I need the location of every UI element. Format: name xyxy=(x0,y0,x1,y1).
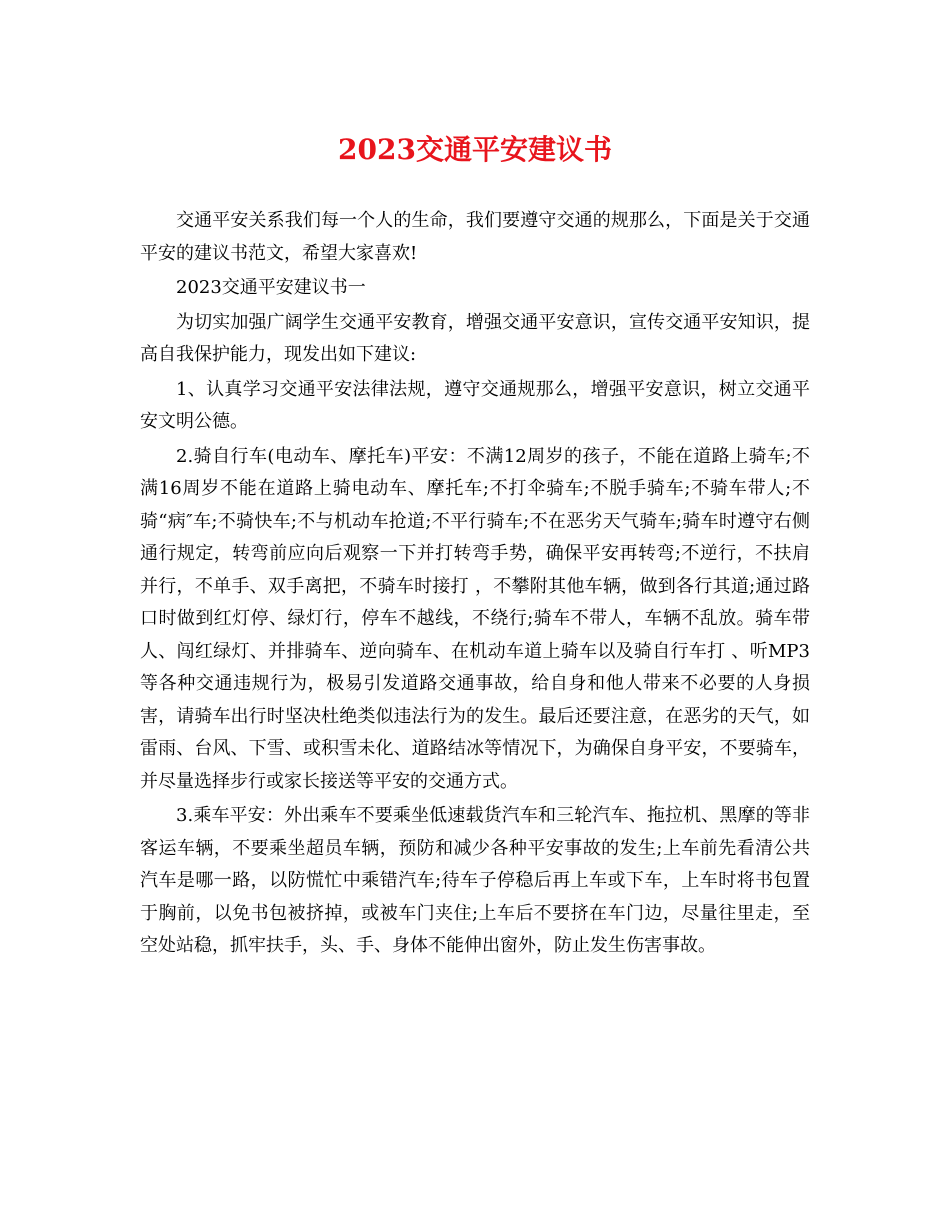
intro-paragraph: 交通平安关系我们每一个人的生命，我们要遵守交通的规那么，下面是关于交通平安的建议书范文，希望大家喜欢! xyxy=(140,210,810,264)
document-title: 2023交通平安建议书 xyxy=(338,133,612,166)
suggestion-3-paragraph: 3.乘车平安：外出乘车不要乘坐低速载货汽车和三轮汽车、拖拉机、黑摩的等非客运车辆，不要乘坐超员车辆，预防和减少各种平安事故的发生;上车前先看清公共汽车是哪一路，以防慌忙中乘错汽车;待车子停稳后再上车或下车，上车时将书包置于胸前，以免书包被挤掉，或被车门夹住;上车后不要挤在车门边，尽量往里走，至空处站稳，抓牢扶手，头、手、身体不能伸出窗外，防止发生伤害事故。 xyxy=(140,805,810,956)
suggestion-2-paragraph: 2.骑自行车(电动车、摩托车)平安：不满12周岁的孩子，不能在道路上骑车;不满16周岁不能在道路上骑电动车、摩托车;不打伞骑车;不脱手骑车;不骑车带人;不骑“病″车;不骑快车;不与机动车抢道;不平行骑车;不在恶劣天气骑车;骑车时遵守右侧通行规定，转弯前应向后观察一下并打转弯手势，确保平安再转弯;不逆行，不扶肩并行，不单手、双手离把，不骑车时接打 ，不攀附其他车辆，做到各行其道;通过路口时做到红灯停、绿灯行，停车不越线，不绕行;骑车不带人，车辆不乱放。骑车带人、闯红绿灯、并排骑车、逆向骑车、在机动车道上骑车以及骑自行车打 、听MP3等各种交通违规行为，极易引发道路交通事故，给自身和他人带来不必要的人身损害，请骑车出行时坚决杜绝类似违法行为的发生。最后还要注意，在恶劣的天气，如雷雨、台风、下雪、或积雪未化、道路结冰等情况下，为确保自身平安，不要骑车，并尽量选择步行或家长接送等平安的交通方式。 xyxy=(140,445,810,792)
document-body xyxy=(140,205,810,965)
opening-paragraph: 为切实加强广阔学生交通平安教育，增强交通平安意识，宣传交通平安知识，提高自我保护能力，现发出如下建议: xyxy=(140,311,810,365)
suggestion-1-paragraph: 1、认真学习交通平安法律法规，遵守交通规那么，增强平安意识，树立交通平安文明公德。 xyxy=(140,378,810,432)
section-heading: 2023交通平安建议书一 xyxy=(176,277,366,298)
